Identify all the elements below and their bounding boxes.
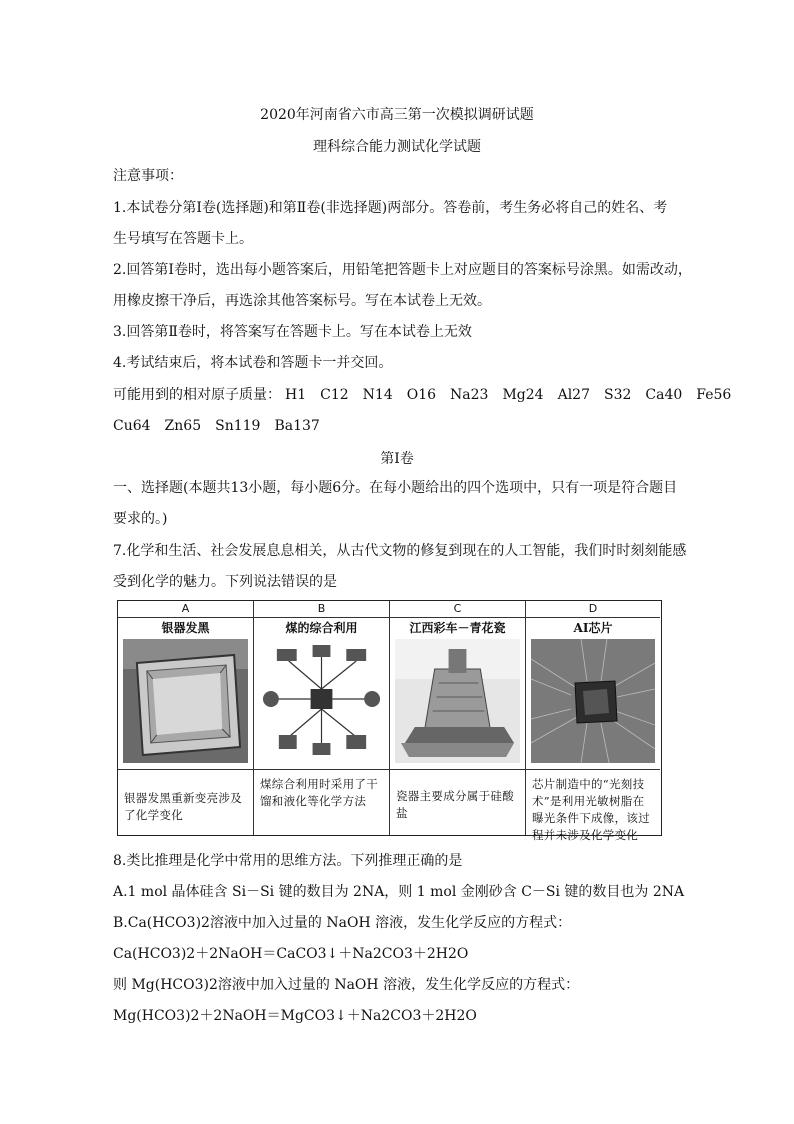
- q8-option-b: B.Ca(HCO3)2溶液中加入过量的 NaOH 溶液，发生化学反应的方程式：: [113, 915, 572, 931]
- q7-stem-line-2: 受到化学的魅力。下列说法错误的是: [113, 574, 337, 590]
- option-caption: 煤综合利用时采用了干馏和液化等化学方法: [254, 769, 389, 835]
- silver-tray-photo: [123, 639, 248, 763]
- option-letter: C: [390, 601, 525, 618]
- option-letter: A: [118, 601, 253, 618]
- atomic-mass: Zn65: [164, 418, 202, 434]
- atomic-mass: Sn119: [215, 418, 261, 434]
- ai-chip-photo: [531, 639, 655, 763]
- option-title: 煤的综合利用: [285, 621, 358, 635]
- atomic-mass: Mg24: [502, 387, 544, 403]
- q8-option-a: A.1 mol 晶体硅含 Si－Si 键的数目为 2NA，则 1 mol 金刚砂含 C－Si 键的数目也为 2NA: [113, 884, 685, 900]
- option-caption: 芯片制造中的“光刻技术”是利用光敏树脂在曝光条件下成像，该过程并未涉及化学变化: [526, 769, 660, 835]
- q7-stem-line-1: 7.化学和生活、社会发展息息相关，从古代文物的修复到现在的人工智能，我们时时刻刻能感: [113, 543, 687, 559]
- q7-option-b: [254, 601, 390, 835]
- option-letter: B: [254, 601, 389, 618]
- notice-heading: 注意事项：: [113, 168, 183, 184]
- notice-item-3: 3.回答第Ⅱ卷时，将答案写在答题卡上。写在本试卷上无效: [113, 324, 472, 340]
- option-caption: 瓷器主要成分属于硅酸盐: [390, 769, 525, 835]
- section-instruction-line-1: 一、选择题(本题共13小题，每小题6分。在每小题给出的四个选项中，只有一项是符合题目: [113, 480, 678, 496]
- atomic-mass: Fe56: [696, 387, 732, 403]
- porcelain-float-photo: [395, 639, 520, 763]
- atomic-mass: Al27: [557, 387, 590, 403]
- atomic-mass: O16: [406, 387, 437, 403]
- q7-option-d: [526, 601, 660, 842]
- q8-then-line: 则 Mg(HCO3)2溶液中加入过量的 NaOH 溶液，发生化学反应的方程式：: [113, 977, 580, 993]
- exam-subtitle: 理科综合能力测试化学试题: [313, 139, 481, 155]
- option-title: 江西彩车－青花瓷: [409, 621, 506, 635]
- atomic-mass: Ca40: [645, 387, 683, 403]
- option-title: 银器发黑: [161, 621, 210, 635]
- atomic-mass-label: 可能用到的相对原子质量：: [113, 387, 281, 403]
- q7-figure-table: [117, 600, 662, 842]
- notice-item-4: 4.考试结束后，将本试卷和答题卡一并交回。: [113, 355, 393, 371]
- notice-item-1-line-1: 1.本试卷分第Ⅰ卷(选择题)和第Ⅱ卷(非选择题)两部分。答卷前，考生务必将自己的姓名、考: [113, 200, 668, 216]
- notice-item-2-line-2: 用橡皮擦干净后，再选涂其他答案标号。写在本试卷上无效。: [113, 293, 491, 309]
- atomic-mass: Cu64: [113, 418, 151, 434]
- section-instruction-line-2: 要求的。): [113, 511, 168, 527]
- atomic-mass: N14: [362, 387, 393, 403]
- section-title: 第Ⅰ卷: [380, 451, 414, 467]
- atomic-mass: H1: [285, 387, 307, 403]
- q8-stem: 8.类比推理是化学中常用的思维方法。下列推理正确的是: [113, 853, 463, 869]
- atomic-mass: S32: [603, 387, 632, 403]
- q8-equation-2: Mg(HCO3)2＋2NaOH＝MgCO3↓＋Na2CO3＋2H2O: [113, 1008, 477, 1024]
- atomic-mass-row-1: [113, 385, 731, 405]
- q7-option-c: [390, 601, 526, 835]
- atomic-mass: C12: [320, 387, 349, 403]
- notice-item-1-line-2: 生号填写在答题卡上。: [113, 231, 253, 247]
- atomic-mass: Ba137: [274, 418, 320, 434]
- exam-title: 2020年河南省六市高三第一次模拟调研试题: [260, 107, 534, 123]
- option-caption: 银器发黑重新变亮涉及了化学变化: [118, 769, 253, 835]
- atomic-mass-row-2: [113, 416, 320, 436]
- option-title: AI芯片: [573, 621, 613, 635]
- q7-option-a: [118, 601, 254, 835]
- coal-utilization-diagram: [259, 639, 384, 763]
- q8-equation-1: Ca(HCO3)2＋2NaOH＝CaCO3↓＋Na2CO3＋2H2O: [113, 946, 469, 962]
- notice-item-2-line-1: 2.回答第Ⅰ卷时，选出每小题答案后，用铅笔把答题卡上对应题目的答案标号涂黑。如需改动，: [113, 262, 692, 278]
- option-letter: D: [526, 601, 660, 618]
- atomic-mass: Na23: [450, 387, 489, 403]
